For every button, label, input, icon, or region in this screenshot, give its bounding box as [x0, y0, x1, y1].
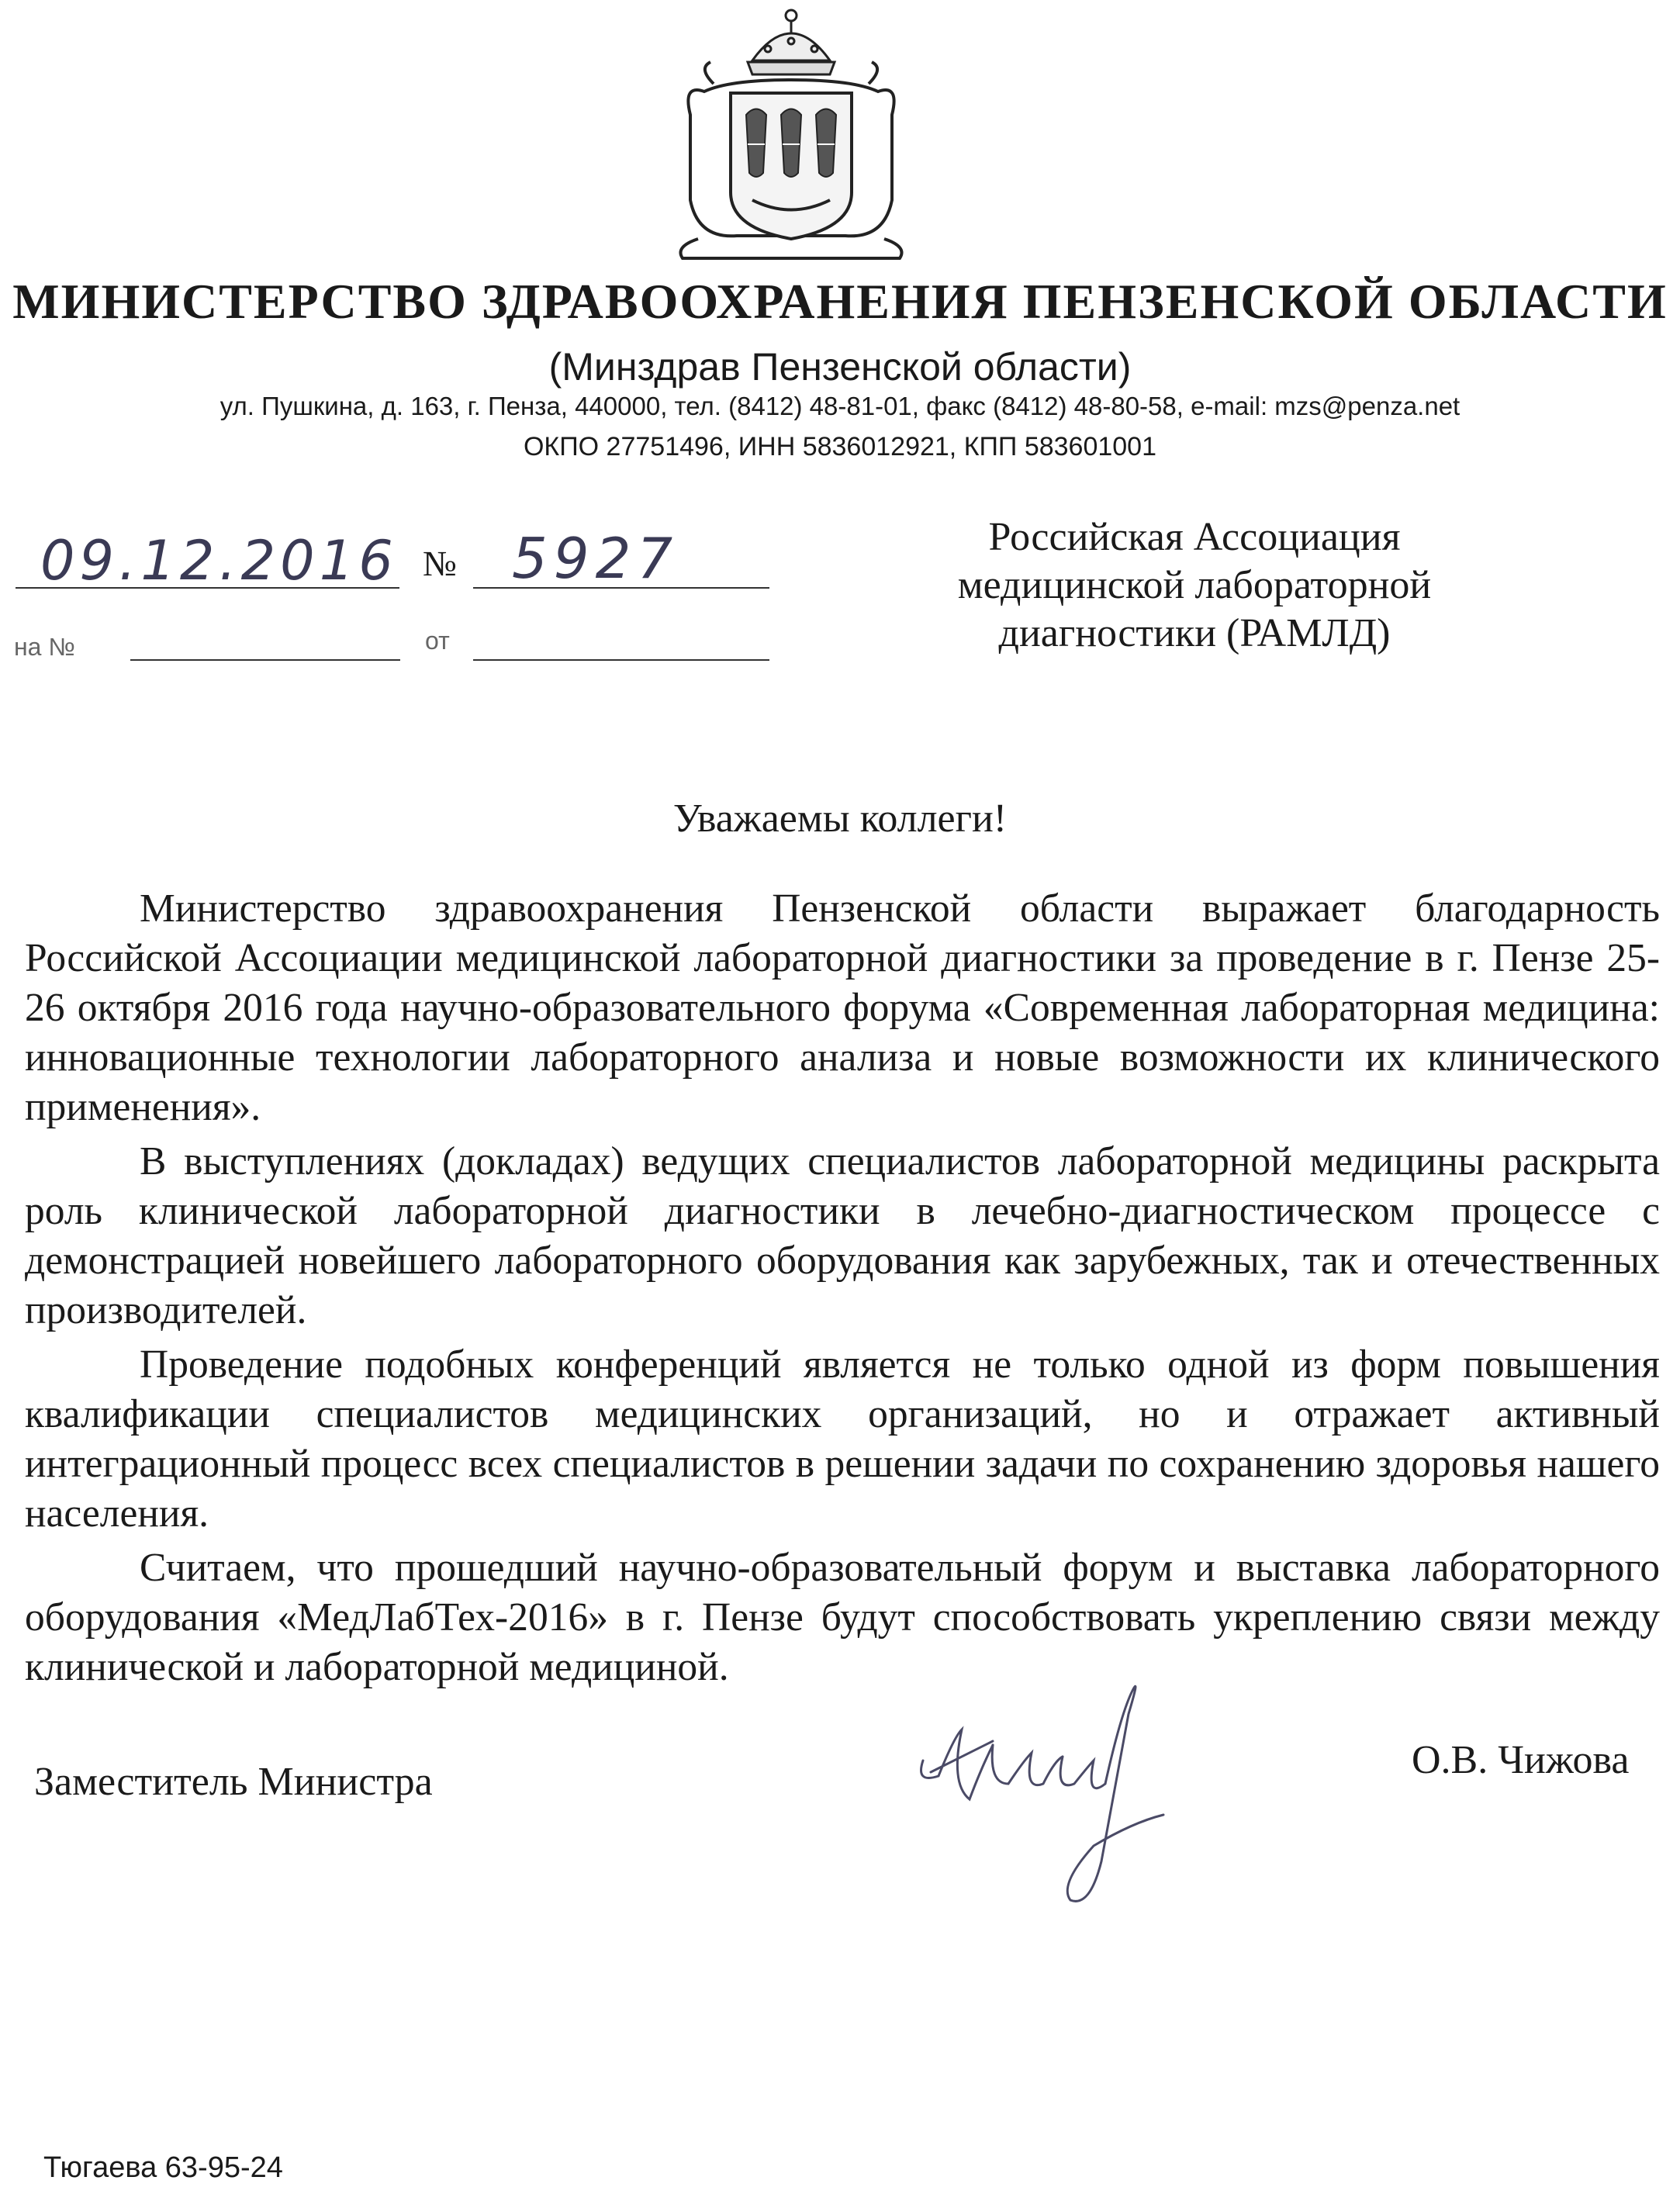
incoming-date-underline: [473, 659, 769, 661]
incoming-number-underline: [130, 659, 400, 661]
signer-title: Заместитель Министра: [34, 1760, 433, 1804]
body-paragraph: В выступлениях (докладах) ведущих специалистов лабораторной медицины раскрыта роль клинической лабораторной диагностики в лечебно-диагностическом процессе с демонстрацией новейшего лабораторного оборудования как зарубежных, так и отечественных производителей.: [25, 1139, 1660, 1332]
addressee-line: Российская Ассоциация: [988, 515, 1401, 559]
addressee-line: диагностики (РАМЛД): [998, 611, 1391, 655]
incoming-number-label: на №: [14, 633, 75, 661]
addressee-block: [884, 513, 1505, 658]
body-paragraph: Проведение подобных конференций является не только одной из форм повышения квалификации специалистов медицинских организаций, но и отражает активный интеграционный процесс всех специалистов в решении задачи по сохранению здоровья нашего населения.: [25, 1342, 1660, 1536]
ministry-codes: ОКПО 27751496, ИНН 5836012921, КПП 583601001: [523, 432, 1157, 461]
ministry-address: ул. Пушкина, д. 163, г. Пенза, 440000, тел. (8412) 48-81-01, факс (8412) 48-80-58, e-mail: mzs@penza.net: [220, 392, 1460, 420]
salutation: Уважаемы коллеги!: [672, 796, 1008, 841]
outgoing-number-underline: [473, 587, 769, 589]
outgoing-number-label: №: [423, 544, 457, 583]
incoming-date-label: от: [425, 627, 450, 655]
executor-contact: Тюгаева 63-95-24: [43, 2151, 283, 2184]
handwritten-signature: [907, 1667, 1187, 1923]
outgoing-date-underline: [16, 587, 399, 589]
ministry-short-name: (Минздрав Пензенской области): [548, 345, 1132, 389]
outgoing-date: 09.12.2016: [40, 529, 398, 593]
signer-name: О.В. Чижова: [1412, 1738, 1630, 1782]
penza-coat-of-arms-icon: [667, 6, 915, 264]
outgoing-number: 5927: [512, 526, 679, 591]
addressee-line: медицинской лабораторной: [957, 563, 1432, 607]
letter-body: [25, 884, 1660, 1697]
body-paragraph: Министерство здравоохранения Пензенской области выражает благодарность Российской Ассоциации медицинской лабораторной диагностики за проведение в г. Пензе 25-26 октября 2016 года научно-образовательного форума «Современная лабораторная медицина: инновационные технологии лабораторного анализа и новые возможности их клинического применения».: [25, 886, 1660, 1129]
ministry-name: МИНИСТЕРСТВО ЗДРАВООХРАНЕНИЯ ПЕНЗЕНСКОЙ ОБЛАСТИ: [12, 274, 1668, 329]
body-paragraph: Считаем, что прошедший научно-образовательный форум и выставка лабораторного оборудования «МедЛабТех-2016» в г. Пензе будут способствовать укреплению связи между клинической и лабораторной медициной.: [25, 1546, 1660, 1689]
